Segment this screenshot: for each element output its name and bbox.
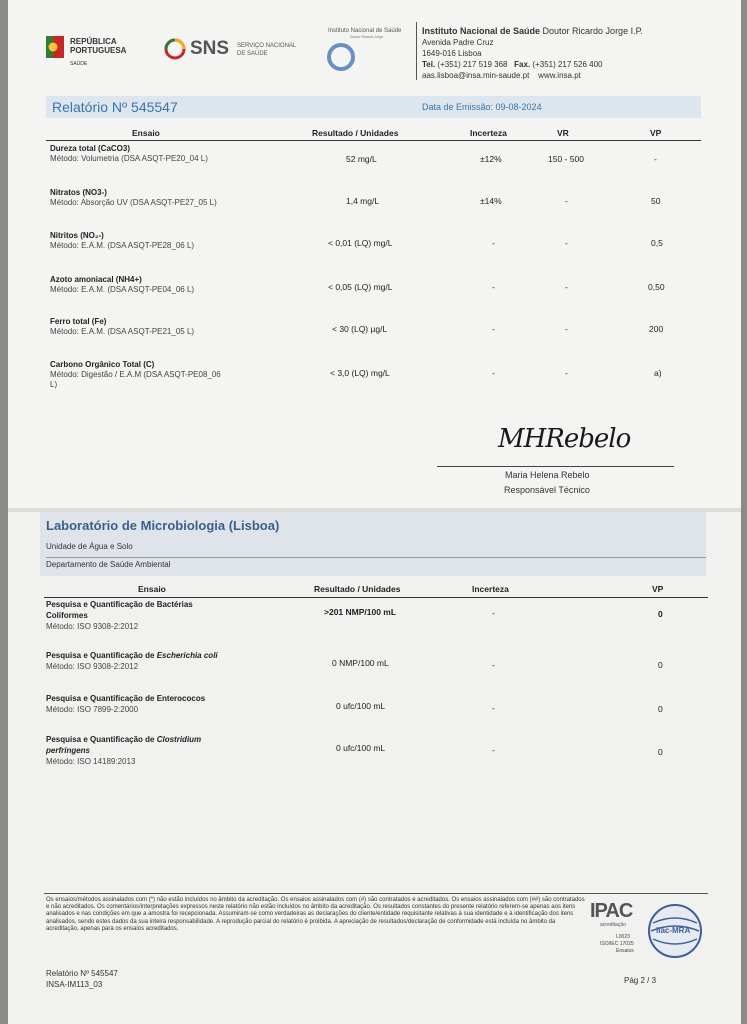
chem-row-method: Método: E.A.M. (DSA ASQT-PE04_06 L) [50,285,195,294]
chem-row-method-cont: L) [50,380,58,389]
institute-name-rest: Doutor Ricardo Jorge I.P. [542,26,643,36]
signature-line [437,466,674,467]
chem-row-title: Nitritos (NO₂-) [50,231,104,240]
micro-row-title: Pesquisa e Quantificação de [46,651,157,660]
chem-row-method: Método: Digestão / E.A.M (DSA ASQT-PE08_06 [50,370,221,379]
fax-label: Fax. [514,60,531,69]
tel-fax-line [422,60,602,69]
chem-row-vr: - [565,238,568,248]
micro-row-title: Pesquisa e Quantificação de Bactérias [46,600,193,609]
chem-row-uncert: - [492,324,495,334]
chem-row-result: < 3,0 (LQ) mg/L [330,368,390,378]
chem-header-vr: VR [557,128,569,138]
chem-header-ensaio: Ensaio [132,128,160,138]
micro-row-method: Método: ISO 14189:2013 [46,757,136,766]
sns-sub2: DE SAÚDE [237,51,268,57]
micro-row-vp: 0 [658,704,663,714]
micro-row-method: Método: ISO 9308-2:2012 [46,622,139,631]
micro-lab-title: Laboratório de Microbiologia (Lisboa) [46,518,280,533]
chem-header-rule [46,140,701,141]
micro-unit: Unidade de Água e Solo [46,542,133,551]
handwritten-signature: MHRebelo [498,424,631,454]
ipac-ensaios: Ensaios [616,948,634,954]
chem-row-vp: 200 [649,324,664,334]
header-divider [416,22,417,80]
chem-row-title: Carbono Orgânico Total (C) [50,360,155,369]
micro-row-title-italic: Escherichia coli [156,651,218,660]
micro-row-result: 0 ufc/100 mL [336,701,386,711]
signatory-role: Responsável Técnico [504,485,590,495]
micro-header-result: Resultado / Unidades [314,584,401,594]
micro-row-vp: 0 [658,660,663,670]
chem-header-vp: VP [650,128,662,138]
report-title: Relatório Nº 545547 [52,99,178,115]
ipac-lab-no: L0023 [616,934,630,940]
micro-row-title-line [46,735,201,744]
footer-report-no: Relatório Nº 545547 [46,969,118,978]
chem-row-vp: 0,50 [648,282,665,292]
tel-label: Tel. [422,60,436,69]
chem-row-vr: - [565,196,568,206]
ilac-mra-text: ilac-MRA [656,926,691,935]
micro-department: Departamento de Saúde Ambiental [46,560,171,569]
micro-sub-rule [46,557,706,558]
micro-row-uncert: - [492,660,495,670]
micro-row-title-cont: Coliformes [46,611,88,620]
micro-row-title: Pesquisa e Quantificação de Enterococos [46,694,206,703]
chem-row-uncert: - [492,368,495,378]
signatory-name: Maria Helena Rebelo [505,470,590,480]
sns-logo-icon [164,38,186,60]
republica-sub: SAÚDE [70,61,88,67]
micro-row-uncert: - [492,608,495,618]
footer-page-number: Pág 2 / 3 [624,976,657,985]
insa-logo-icon [326,42,356,72]
address-line1: Avenida Padre Cruz [422,38,494,47]
chem-row-vp: a) [654,368,662,378]
accreditation-footnote: Os ensaios/métodos assinalados com (*) não estão incluídos no âmbito da acreditação. Os ensaios assinalados com (#) são contratados e acreditados. Os ensaios assinalados com (##) são contratados e não acreditados. Os comentários/interpretações expressos neste relatório não estão incluídos no âmbito da acreditação. Os resultados constantes do presente relatório referem-se apenas aos itens analisados e nas condições em que a amostra foi recepcionada. Assumiram-se como verdadeiras as declarações do cliente/entidade requisitante relativas à sua identidade e à identificação dos itens analisados, sendo estes dados da sua inteira responsabilidade. A reprodução parcial do relatório é proibida. A apreciação de resultados/declaração de conformidade está incluída no âmbito da acreditação, apenas para os ensaios acreditados. [46,897,585,932]
micro-row-result: 0 NMP/100 mL [332,658,389,668]
footer-form-code: INSA-IM113_03 [46,980,103,989]
chem-row-title: Dureza total (CaCO3) [50,144,131,153]
chem-row-uncert: ±12% [480,154,502,164]
chem-row-vr: - [565,368,568,378]
chem-row-method: Método: E.A.M. (DSA ASQT-PE28_06 L) [50,241,195,250]
chem-row-uncert: - [492,238,495,248]
chem-row-vp: 50 [651,196,661,206]
micro-row-method: Método: ISO 7899-2:2000 [46,705,139,714]
ipac-iso: ISO/IEC 17025 [600,941,634,947]
chem-row-vr: 150 - 500 [548,154,584,164]
report-title-bar [46,96,701,118]
chem-header-result: Resultado / Unidades [312,128,399,138]
chem-row-uncert: ±14% [480,196,502,206]
chem-row-vp: 0,5 [651,238,663,248]
address-line2: 1649-016 Lisboa [422,49,482,58]
micro-row-title-italic: Clostridium [156,735,202,744]
micro-row-vp: 0 [658,747,663,757]
chem-row-title: Azoto amoniacal (NH4+) [50,275,142,284]
micro-header-uncert: Incerteza [472,584,509,594]
chem-header-uncert: Incerteza [470,128,507,138]
chem-row-vp: - [654,154,657,164]
micro-row-uncert: - [492,703,495,713]
micro-header-rule [44,597,708,598]
report-date: Data de Emissão: 09-08-2024 [422,102,542,112]
chem-row-vr: - [565,324,568,334]
tel-value: (+351) 217 519 368 [437,60,508,69]
email-web-line: aas.lisboa@insa.min-saude.pt www.insa.pt [422,71,581,80]
chem-row-result: < 0,05 (LQ) mg/L [328,282,393,292]
republica-line1: REPÚBLICA [70,37,117,46]
republica-line2: PORTUGUESA [70,46,127,55]
chem-row-method: Método: Absorção UV (DSA ASQT-PE27_05 L) [50,198,217,207]
micro-row-method: Método: ISO 9308-2:2012 [46,662,139,671]
sns-logo-text: SNS [190,38,230,59]
ipac-logo-text: IPAC [590,900,633,922]
micro-header-vp: VP [652,584,664,594]
chem-row-title: Nitratos (NO3-) [50,188,107,197]
footnote-rule [44,893,708,894]
micro-row-title-line [46,651,218,660]
chem-row-vr: - [565,282,568,292]
ipac-sub: acreditação [600,922,626,928]
chem-row-result: < 30 (LQ) µg/L [332,324,388,334]
institute-name-bold: Instituto Nacional de Saúde [422,26,541,36]
micro-lab-bar [40,512,706,576]
micro-row-result: >201 NMP/100 mL [324,607,397,617]
chem-row-result: < 0,01 (LQ) mg/L [328,238,393,248]
insa-logo-sub: Doutor Ricardo Jorge [350,35,384,39]
micro-row-uncert: - [492,745,495,755]
fax-value: (+351) 217 526 400 [532,60,603,69]
chem-row-method: Método: E.A.M. (DSA ASQT-PE21_05 L) [50,327,195,336]
chem-row-uncert: - [492,282,495,292]
chem-row-method: Método: Volumetria (DSA ASQT-PE20_04 L) [50,154,208,163]
chem-row-result: 52 mg/L [346,154,377,164]
micro-row-vp: 0 [658,609,663,619]
micro-header-ensaio: Ensaio [138,584,166,594]
micro-row-title: Pesquisa e Quantificação de [46,735,157,744]
micro-row-result: 0 ufc/100 mL [336,743,386,753]
page-top-section [8,0,741,510]
republica-flag-icon [46,36,64,58]
chem-row-result: 1,4 mg/L [346,196,380,206]
institute-name [422,26,643,36]
sns-sub1: SERVIÇO NACIONAL [237,43,297,49]
insa-logo-top: Instituto Nacional de Saúde [328,28,402,34]
chem-row-title: Ferro total (Fe) [50,317,107,326]
sns-sub-text [237,42,296,58]
republica-logo-text [70,37,126,55]
micro-row-title-cont: perfringens [46,746,91,755]
